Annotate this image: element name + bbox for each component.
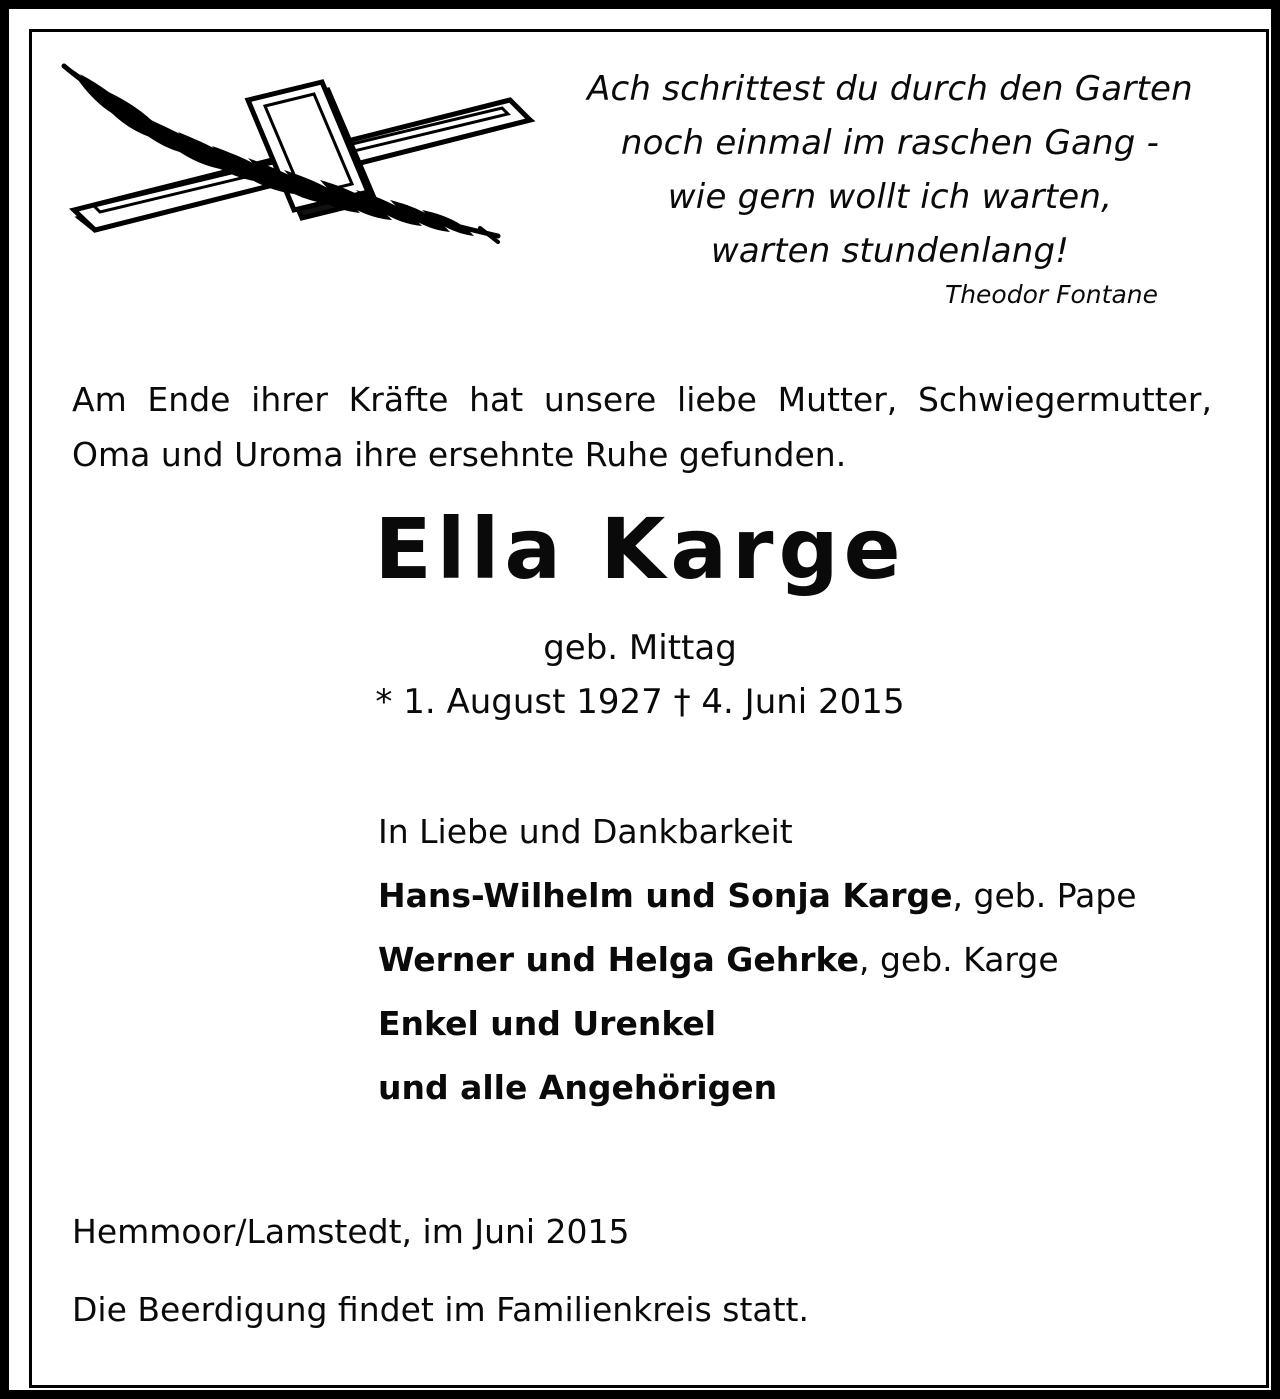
death-date: † 4. Juni 2015	[673, 682, 905, 722]
poem-line: noch einmal im raschen Gang -	[620, 123, 1160, 163]
mourner-entry	[378, 933, 1238, 997]
life-dates	[0, 682, 1280, 722]
mourners-block	[378, 812, 1238, 1125]
intro-text: Am Ende ihrer Kräfte hat unsere liebe Mutter, Schwiegermutter, Oma und Uroma ihre ersehnte Ruhe gefunden.	[72, 380, 1212, 474]
mourner-names: Enkel und Urenkel	[378, 1004, 717, 1043]
birth-date: * 1. August 1927	[375, 682, 663, 722]
poem-line: warten stundenlang!	[710, 231, 1070, 271]
mourner-suffix: , geb. Karge	[858, 940, 1059, 979]
poem-line: Ach schrittest du durch den Garten	[587, 69, 1193, 109]
dedication: In Liebe und Dankbarkeit	[378, 812, 793, 851]
mourner-names: Werner und Helga Gehrke	[378, 940, 859, 979]
mourner-entry	[378, 869, 1238, 933]
poem-line: wie gern wollt ich warten,	[667, 177, 1113, 217]
funeral-note: Die Beerdigung findet im Familienkreis statt.	[72, 1290, 809, 1329]
cross-and-palm-icon	[60, 60, 540, 250]
mourner-entry	[378, 1061, 1238, 1125]
place-date: Hemmoor/Lamstedt, im Juni 2015	[72, 1212, 630, 1251]
poem-author: Theodor Fontane	[944, 280, 1158, 309]
mourner-suffix: , geb. Pape	[952, 876, 1137, 915]
deceased-name: Ella Karge	[374, 500, 906, 598]
mourner-names: und alle Angehörigen	[378, 1068, 778, 1107]
poem	[540, 62, 1240, 278]
mourner-entry	[378, 997, 1238, 1061]
mourner-names: Hans-Wilhelm und Sonja Karge	[378, 876, 953, 915]
maiden-name: geb. Mittag	[543, 628, 737, 668]
